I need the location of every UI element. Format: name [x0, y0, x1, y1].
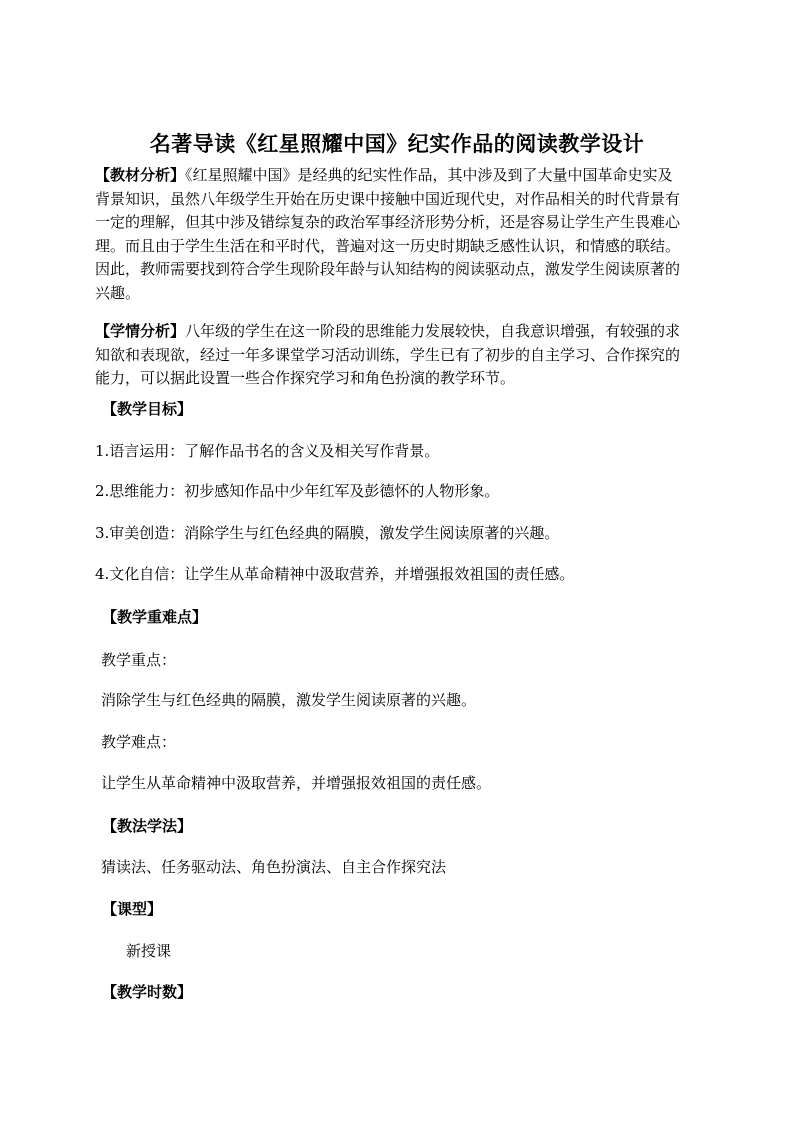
difficulty-text: 让学生从革命精神中汲取营养，并增强报效祖国的责任感。	[101, 774, 492, 792]
methods-text: 猜读法、任务驱动法、角色扮演法、自主合作探究法	[101, 858, 447, 876]
paragraph-line: 【教材分析】《红星照耀中国》是经典的纪实性作品，其中涉及到了大量中国革命史实及	[95, 166, 673, 184]
student-analysis-paragraph	[95, 320, 720, 391]
student-analysis-tag: 【学情分析】	[95, 322, 186, 340]
focus-label: 教学重点：	[101, 651, 177, 669]
methods-heading: 【教法学法】	[102, 817, 193, 835]
paragraph-line: 一定的理解，但其中涉及错综复杂的政治军事经济形势分析，还是容易让学生产生畏难心	[95, 213, 681, 232]
paragraph-line: 背景知识，虽然八年级学生开始在历史课中接触中国近现代史，对作品相关的时代背景有	[95, 189, 681, 208]
lesson-type-heading: 【课型】	[102, 900, 163, 918]
goal-item: 4.文化自信：让学生从革命精神中汲取营养，并增强报效祖国的责任感。	[95, 565, 575, 583]
textbook-analysis-paragraph	[95, 164, 720, 306]
paragraph-line: 能力，可以据此设置一些合作探究学习和角色扮演的教学环节。	[95, 369, 516, 388]
paragraph-line: 兴趣。	[95, 283, 141, 302]
teaching-goals-heading: 【教学目标】	[102, 400, 193, 418]
paragraph-line: 【学情分析】八年级的学生在这一阶段的思维能力发展较快，自我意识增强，有较强的求	[95, 322, 681, 340]
textbook-analysis-tag: 【教材分析】	[95, 166, 186, 184]
focus-text: 消除学生与红色经典的隔膜，激发学生阅读原著的兴趣。	[101, 691, 477, 709]
difficulty-label: 教学难点：	[101, 733, 177, 751]
key-difficult-points-heading: 【教学重难点】	[102, 608, 208, 626]
paragraph-line: 理。而且由于学生生活在和平时代，普遍对这一历史时期缺乏感性认识，和情感的联结。	[95, 236, 681, 255]
document-title: 名著导读《红星照耀中国》纪实作品的阅读教学设计	[149, 131, 645, 156]
goal-item: 2.思维能力：初步感知作品中少年红军及彭德怀的人物形象。	[95, 482, 500, 500]
lesson-type-text: 新授课	[126, 942, 172, 960]
teaching-hours-heading: 【教学时数】	[102, 983, 193, 1001]
paragraph-line: 因此，教师需要找到符合学生现阶段年龄与认知结构的阅读驱动点，激发学生阅读原著的	[95, 260, 681, 279]
paragraph-line: 知欲和表现欲，经过一年多课堂学习活动训练，学生已有了初步的自主学习、合作探究的	[95, 345, 681, 364]
goal-item: 3.审美创造：消除学生与红色经典的隔膜，激发学生阅读原著的兴趣。	[95, 524, 560, 542]
goal-item: 1.语言运用：了解作品书名的含义及相关写作背景。	[95, 442, 440, 460]
